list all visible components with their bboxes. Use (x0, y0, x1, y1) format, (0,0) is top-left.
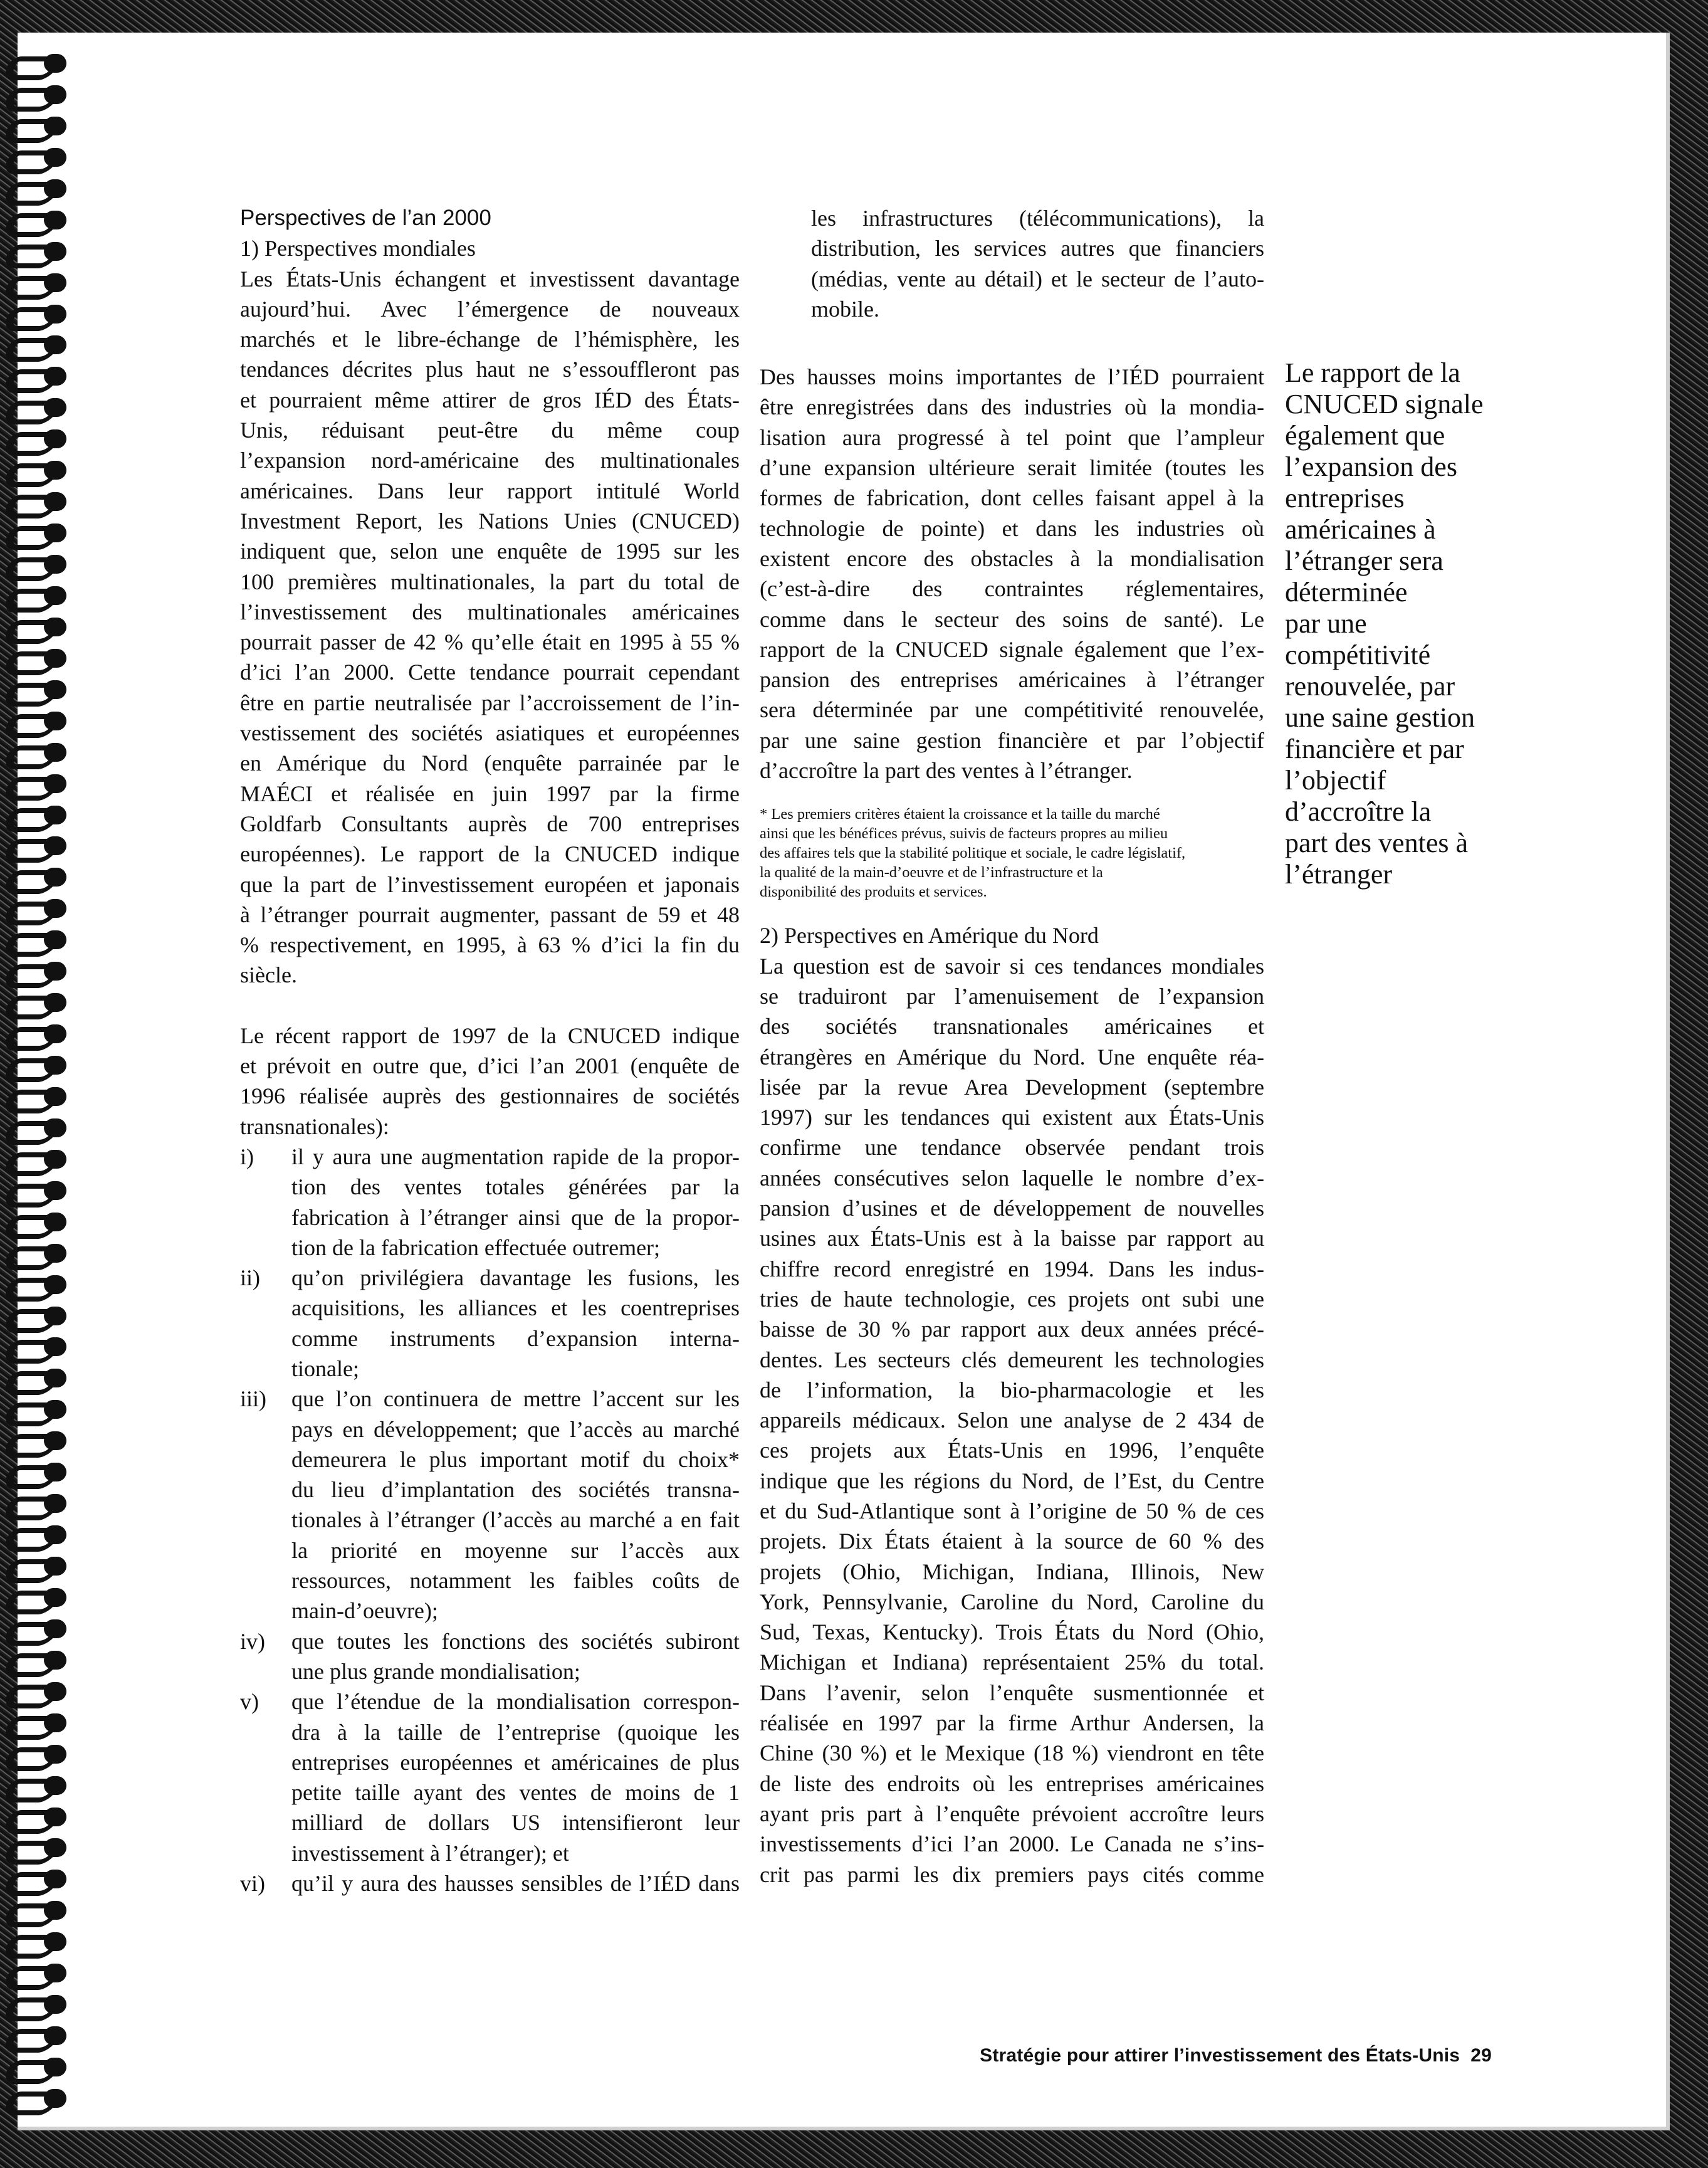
binding-coil (4, 771, 71, 798)
binding-coil (4, 176, 71, 203)
pull-quote-line: compétitivité (1285, 639, 1431, 670)
binding-coil (4, 1710, 71, 1737)
pull-quote-line: déterminée (1285, 577, 1408, 608)
text-line: chiffre record enregistré en 1994. Dans les indus- (760, 1256, 1264, 1281)
text-line: du lieu d’implantation des sociétés transna- (291, 1477, 740, 1503)
text-line: 100 premières multinationales, la part du total de (240, 569, 740, 594)
pull-quote-line: l’expansion des (1285, 451, 1457, 482)
binding-coil (4, 1804, 71, 1831)
text-line: que l’étendue de la mondialisation correspon- (291, 1689, 740, 1715)
binding-coil (4, 708, 71, 735)
text-line: l’investissement des multinationales américaines (240, 599, 740, 624)
text-line: se traduiront par l’amenuisement de l’expansion (760, 983, 1264, 1009)
list-item-number: iii) (240, 1386, 266, 1412)
binding-coil (4, 1334, 71, 1361)
text-line: Michigan et Indiana) représentaient 25% du total. (760, 1650, 1264, 1675)
pull-quote-line: par une (1285, 608, 1367, 639)
binding-coil (4, 1428, 71, 1455)
binding-coil (4, 645, 71, 673)
text-line: pays en développement; que l’accès au marché (291, 1416, 740, 1442)
text-line: MAÉCI et réalisée en juin 1997 par la firme (240, 781, 740, 806)
footnote (760, 804, 1264, 902)
text-line: (médias, vente au détail) et le secteur de l’auto- (811, 266, 1264, 292)
binding-coil (4, 1678, 71, 1706)
text-line: milliard de dollars US intensifieront leur (291, 1810, 740, 1836)
text-line: il y aura une augmentation rapide de la propor- (291, 1144, 740, 1169)
text-line: à l’étranger pourrait augmenter, passant de 59 et 48 (240, 902, 740, 927)
pull-quote-line: également que (1285, 420, 1445, 451)
text-line: Investment Report, les Nations Unies (CNUCED) (240, 508, 740, 534)
binding-coil (4, 1115, 71, 1142)
binding-coil (4, 144, 71, 172)
binding-coil (4, 270, 71, 297)
text-line: York, Pennsylvanie, Caroline du Nord, Caroline du (760, 1589, 1264, 1614)
binding-coil (4, 551, 71, 579)
binding-coil (4, 614, 71, 641)
text-line: La question est de savoir si ces tendances mondiales (760, 953, 1264, 979)
text-line: Unis, réduisant peut-être du même coup (240, 418, 740, 443)
text-line: Dans l’avenir, selon l’enquête susmentionnée et (760, 1680, 1264, 1705)
text-line: pansion d’usines et de développement de nouvelles (760, 1196, 1264, 1221)
binding-coil (4, 1490, 71, 1518)
binding-coil (4, 2023, 71, 2050)
text-line: de liste des endroits où les entreprises américaines (760, 1771, 1264, 1796)
binding-coil (4, 1772, 71, 1800)
binding-coil (4, 2054, 71, 2081)
text-line: d’accroître la part des ventes à l’étranger. (760, 758, 1133, 784)
text-line: une plus grande mondialisation; (291, 1658, 580, 1684)
footnote-line: des affaires tels que la stabilité politique et sociale, le cadre législatif, (760, 845, 1186, 862)
binding-coil (4, 1866, 71, 1893)
text-line: qu’il y aura des hausses sensibles de l’IÉD dans (291, 1871, 740, 1897)
footnote-line: ainsi que les bénéfices prévus, suivis de facteurs propres au milieu (760, 825, 1168, 843)
text-line: baisse de 30 % par rapport aux deux années précé- (760, 1317, 1264, 1342)
binding-coil (4, 1052, 71, 1080)
pull-quote-line: une saine gestion (1285, 702, 1475, 733)
binding-coil (4, 1365, 71, 1392)
list-item (240, 1263, 740, 1384)
text-line: existent encore des obstacles à la mondialisation (760, 545, 1264, 571)
text-line: et pourraient même attirer de gros IÉD des États- (240, 387, 740, 413)
list-item (240, 1626, 740, 1687)
binding-coil (4, 989, 71, 1017)
binding-coil (4, 739, 71, 767)
text-line: technologie de pointe) et dans les industries où (760, 515, 1264, 541)
text-line: par une saine gestion financière et par l’objectif (760, 727, 1264, 753)
text-line: % respectivement, en 1995, à 63 % d’ici la fin du (240, 932, 740, 958)
binding-coil (4, 207, 71, 234)
list-item (240, 1142, 740, 1263)
page-number: 29 (1470, 2045, 1492, 2066)
list-item (240, 1868, 740, 1898)
binding-coil (4, 1647, 71, 1675)
text-line: américaines. Dans leur rapport intitulé World (240, 478, 740, 503)
text-line: usines aux États-Unis est à la baisse par rapport au (760, 1226, 1264, 1251)
text-line: ressources, notamment les faibles coûts de (291, 1568, 740, 1594)
text-line: de l’information, la bio-pharmacologie et les (760, 1377, 1264, 1402)
list-item-number: iv) (240, 1628, 265, 1654)
text-line: demeurera le plus important motif du choix* (291, 1446, 740, 1472)
subheading-world: 1) Perspectives mondiales (240, 236, 476, 261)
text-line: réalisée en 1997 par la firme Arthur Andersen, la (760, 1710, 1264, 1736)
text-line: Chine (30 %) et le Mexique (18 %) viendront en tête (760, 1740, 1264, 1766)
binding-coil (4, 1396, 71, 1424)
text-line: marchés et le libre-échange de l’hémisphère, les (240, 327, 740, 352)
list-item-number: i) (240, 1144, 254, 1169)
binding-coil (4, 1021, 71, 1048)
text-line: tionale; (291, 1355, 359, 1381)
text-line: petite taille ayant des ventes de moins de 1 (291, 1780, 740, 1806)
list-item-number: vi) (240, 1871, 265, 1897)
text-line: en Amérique du Nord (enquête parrainée par le (240, 750, 740, 776)
text-line: l’expansion nord-américaine des multinationales (240, 448, 740, 473)
text-line: investissement à l’étranger); et (291, 1840, 569, 1866)
binding-coil (4, 864, 71, 892)
binding-coil (4, 1929, 71, 1956)
text-line: que l’on continuera de mettre l’accent sur les (291, 1386, 740, 1412)
text-line: étrangères en Amérique du Nord. Une enquête réa- (760, 1044, 1264, 1070)
text-line: 1997) sur les tendances qui existent aux États-Unis (760, 1105, 1264, 1130)
text-line: dra à la taille de l’entreprise (quoique les (291, 1719, 740, 1745)
text-line: tion de la fabrication effectuée outremer; (291, 1234, 661, 1260)
left-column (240, 203, 740, 1898)
footnote-line: * Les premiers critères étaient la croissance et la taille du marché (760, 806, 1160, 823)
text-line: mobile. (811, 296, 879, 322)
text-line: tionales à l’étranger (l’accès au marché a en fait (291, 1507, 740, 1533)
text-line: et du Sud-Atlantique sont à l’origine de 50 % de ces (760, 1498, 1264, 1523)
binding-coil (4, 488, 71, 516)
pull-quote-line: l’étranger (1285, 859, 1392, 890)
section-heading: Perspectives de l’an 2000 (240, 206, 491, 230)
binding-coil (4, 1146, 71, 1174)
text-line: Le récent rapport de 1997 de la CNUCED indique (240, 1023, 740, 1048)
binding-coil (4, 1991, 71, 2019)
text-line: d’une expansion ultérieure serait limitée (toutes les (760, 455, 1264, 481)
text-line: comme instruments d’expansion interna- (291, 1325, 740, 1351)
binding-coil (4, 1459, 71, 1487)
pull-quote-line: part des ventes à (1285, 828, 1468, 858)
text-line: tries de haute technologie, ces projets ont subi une (760, 1286, 1264, 1312)
text-line: tion des ventes totales générées par la (291, 1174, 740, 1200)
binding-coil (4, 1522, 71, 1549)
binding-coil (4, 1271, 71, 1299)
text-line: lisée par la revue Area Development (septembre (760, 1074, 1264, 1100)
text-line: (c’est-à-dire des contraintes réglementaires, (760, 576, 1264, 602)
list-item-continuation (760, 203, 1264, 324)
text-line: ayant pris part à l’enquête prévoient accroître leurs (760, 1801, 1264, 1826)
binding-coil (4, 1616, 71, 1643)
binding-coil (4, 82, 71, 109)
binding-coil (4, 1553, 71, 1581)
text-line: formes de fabrication, dont celles faisant appel à la (760, 485, 1264, 511)
text-line: et prévoit en outre que, d’ici l’an 2001 (enquête de (240, 1053, 740, 1079)
footnote-line: la qualité de la main-d’oeuvre et de l’infrastructure et la (760, 864, 1103, 881)
text-line: Sud, Texas, Kentucky). Trois États du Nord (Ohio, (760, 1619, 1264, 1645)
text-line: être en partie neutralisée par l’accroissement de l’in- (240, 690, 740, 715)
page-footer (777, 2045, 1492, 2066)
list-item (240, 1384, 740, 1626)
text-line: main-d’oeuvre); (291, 1598, 438, 1624)
text-line: européennes). Le rapport de la CNUCED indique (240, 841, 740, 867)
text-line: Les États-Unis échangent et investissent davantage (240, 266, 740, 292)
paragraph-world-outlook (240, 264, 740, 991)
binding-coil (4, 394, 71, 422)
text-line: 1996 réalisée auprès des gestionnaires de sociétés (240, 1083, 740, 1109)
text-line: pourrait passer de 42 % qu’elle était en 1995 à 55 % (240, 629, 740, 655)
footer-title: Stratégie pour attirer l’investissement des États-Unis (980, 2045, 1460, 2066)
paragraph-cnuced-1997 (240, 1021, 740, 1142)
text-line: pansion des entreprises américaines à l’étranger (760, 667, 1264, 693)
text-line: projets. Dix États étaient à la source de 60 % des (760, 1529, 1264, 1554)
text-line: être enregistrées dans des industries où la mondia- (760, 394, 1264, 420)
subheading-north-america: 2) Perspectives en Amérique du Nord (760, 923, 1099, 949)
spiral-binding (4, 50, 73, 2113)
text-line: des sociétés transnationales américaines et (760, 1014, 1264, 1039)
binding-coil (4, 1834, 71, 1862)
text-line: transnationales): (240, 1113, 389, 1139)
text-line: projets (Ohio, Michigan, Indiana, Illinois, New (760, 1559, 1264, 1584)
text-line: vestissement des sociétés asiatiques et européennes (240, 720, 740, 746)
forecast-list (240, 1142, 740, 1898)
text-line: années consécutives selon laquelle le nombre d’ex- (760, 1165, 1264, 1191)
text-line: lisation aura progressé à tel point que l’ampleur (760, 424, 1264, 450)
text-line: confirme une tendance observée pendant trois (760, 1135, 1264, 1160)
text-line: fabrication à l’étranger ainsi que de la propor- (291, 1204, 740, 1230)
binding-coil (4, 1960, 71, 1987)
binding-coil (4, 895, 71, 923)
footnote-line: disponibilité des produits et services. (760, 883, 987, 901)
binding-coil (4, 1303, 71, 1330)
text-line: entreprises européennes et américaines de plus (291, 1749, 740, 1775)
text-line: les infrastructures (télécommunications), la (811, 206, 1264, 231)
text-line: qu’on privilégiera davantage les fusions, les (291, 1265, 740, 1291)
text-line: comme dans le secteur des soins de santé). Le (760, 606, 1264, 632)
pull-quote (1285, 357, 1548, 890)
text-line: Goldfarb Consultants auprès de 700 entreprises (240, 811, 740, 836)
binding-coil (4, 1240, 71, 1268)
list-item-number: ii) (240, 1265, 260, 1291)
text-line: indique que les régions du Nord, de l’Est, du Centre (760, 1468, 1264, 1493)
text-line: investissements d’ici l’an 2000. Le Canada ne s’ins- (760, 1831, 1264, 1857)
paragraph-lesser-increases (760, 362, 1264, 786)
binding-coil (4, 1741, 71, 1769)
binding-coil (4, 676, 71, 704)
text-line: sera déterminée par une compétitivité renouvelée, (760, 697, 1264, 723)
binding-coil (4, 958, 71, 986)
list-item-number: v) (240, 1689, 259, 1715)
text-line: indiquent que, selon une enquête de 1995 sur les (240, 539, 740, 564)
pull-quote-line: CNUCED signale (1285, 389, 1484, 419)
text-line: tendances décrites plus haut ne s’essouffleront pas (240, 357, 740, 382)
text-line: rapport de la CNUCED signale également que l’ex- (760, 636, 1264, 662)
pull-quote-line: Le rapport de la (1285, 357, 1460, 388)
binding-coil (4, 301, 71, 329)
paragraph-north-america (760, 951, 1264, 1890)
pull-quote-line: financière et par (1285, 734, 1464, 764)
binding-coil (4, 332, 71, 359)
binding-coil (4, 1584, 71, 1612)
binding-coil (4, 1209, 71, 1236)
pull-quote-line: américaines à (1285, 514, 1436, 545)
text-line: que toutes les fonctions des sociétés subiront (291, 1628, 740, 1654)
right-column (760, 203, 1264, 1890)
text-line: Des hausses moins importantes de l’IÉD pourraient (760, 364, 1264, 390)
binding-coil (4, 1897, 71, 1925)
binding-coil (4, 833, 71, 860)
text-line: distribution, les services autres que financiers (811, 236, 1264, 261)
text-line: crit pas parmi les dix premiers pays cités comme (760, 1861, 1264, 1887)
binding-coil (4, 582, 71, 610)
binding-coil (4, 927, 71, 954)
binding-coil (4, 1177, 71, 1205)
binding-coil (4, 457, 71, 485)
list-item (240, 1687, 740, 1868)
binding-coil (4, 238, 71, 266)
binding-coil (4, 2085, 71, 2113)
text-line: acquisitions, les alliances et les coentreprises (291, 1295, 740, 1321)
binding-coil (4, 426, 71, 453)
binding-coil (4, 113, 71, 140)
text-line: dentes. Les secteurs clés demeurent les technologies (760, 1347, 1264, 1372)
text-line: ces projets aux États-Unis en 1996, l’enquête (760, 1438, 1264, 1463)
pull-quote-line: d’accroître la (1285, 796, 1432, 827)
text-line: d’ici l’an 2000. Cette tendance pourrait cependant (240, 660, 740, 685)
pull-quote-line: l’étranger sera (1285, 545, 1443, 576)
text-line: siècle. (240, 962, 297, 988)
pull-quote-line: renouvelée, par (1285, 671, 1455, 702)
binding-coil (4, 1083, 71, 1111)
pull-quote-line: l’objectif (1285, 765, 1386, 796)
text-line: aujourd’hui. Avec l’émergence de nouveaux (240, 296, 740, 322)
text-line: appareils médicaux. Selon une analyse de 2 434 de (760, 1408, 1264, 1433)
pull-quote-line: entreprises (1285, 483, 1405, 513)
text-line: la priorité en moyenne sur l’accès aux (291, 1537, 740, 1563)
binding-coil (4, 802, 71, 829)
binding-coil (4, 50, 71, 78)
binding-coil (4, 520, 71, 547)
binding-coil (4, 363, 71, 391)
text-line: que la part de l’investissement européen et japonais (240, 871, 740, 897)
